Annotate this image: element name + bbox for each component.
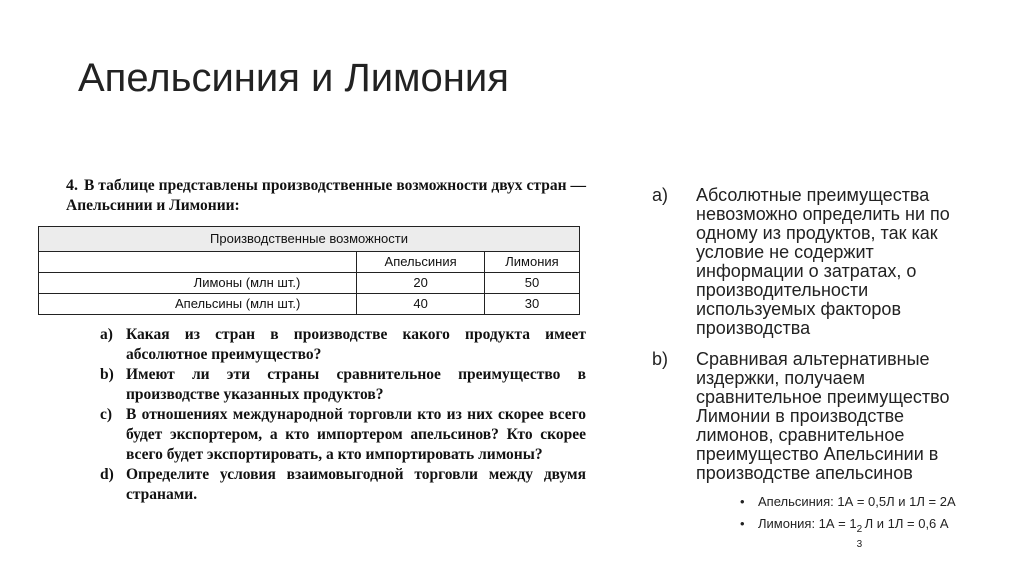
table-cell: 40 bbox=[357, 294, 485, 315]
row-label: Апельсины (млн шт.) bbox=[39, 294, 357, 315]
question-marker: b) bbox=[100, 366, 114, 383]
list-item bbox=[38, 325, 586, 365]
answer-marker: b) bbox=[652, 349, 669, 369]
answer-text: Сравнивая альтернативные издержки, получаем сравнительное преимущество Лимонии в производстве лимонов, сравнительное преимущество Апельсинии в производстве апельсинов bbox=[696, 349, 950, 483]
production-table bbox=[38, 226, 580, 315]
task-text: В таблице представлены производственные возможности двух стран — Апельсинии и Лимонии: bbox=[66, 177, 586, 214]
answers-panel bbox=[652, 185, 982, 550]
table-row bbox=[39, 273, 580, 294]
question-text: Имеют ли эти страны сравнительное преимущество в производстве указанных продуктов? bbox=[126, 366, 586, 403]
question-text: В отношениях международной торговли кто из них скорее всего будет экспортером, а кто импортером апельсинов? Кто скорее всего будет экспортировать, а кто импортировать лимоны? bbox=[126, 406, 586, 463]
question-marker: d) bbox=[100, 466, 114, 483]
list-item bbox=[38, 465, 586, 505]
list-item bbox=[38, 365, 586, 405]
table-row bbox=[39, 294, 580, 315]
table-cell: 30 bbox=[484, 294, 579, 315]
bullet-list bbox=[740, 491, 982, 550]
question-marker: c) bbox=[100, 406, 113, 423]
task-statement bbox=[66, 176, 586, 216]
answer-text: Абсолютные преимущества невозможно определить ни по одному из продуктов, так как условие не содержит информации о затратах, о производительности используемых факторов производства bbox=[696, 185, 950, 338]
row-label: Лимоны (млн шт.) bbox=[39, 273, 357, 294]
bullet-icon: • bbox=[740, 516, 745, 531]
bullet-text: Апельсиния: 1А = 0,5Л и 1Л = 2А bbox=[758, 494, 956, 509]
answer-marker: a) bbox=[652, 185, 669, 205]
question-text: Какая из стран в производстве какого продукта имеет абсолютное преимущество? bbox=[126, 326, 586, 363]
question-marker: a) bbox=[100, 326, 113, 343]
bullet-icon: • bbox=[740, 494, 745, 509]
table-header-cell: Лимония bbox=[484, 252, 579, 273]
answer-b bbox=[652, 349, 982, 550]
table-cell: 50 bbox=[484, 273, 579, 294]
question-list bbox=[38, 325, 586, 505]
question-text: Определите условия взаимовыгодной торговли между двумя странами. bbox=[126, 466, 586, 503]
list-item bbox=[740, 491, 982, 513]
answer-a bbox=[652, 186, 982, 338]
task-number: 4. bbox=[66, 177, 78, 194]
table-corner-cell bbox=[39, 252, 357, 273]
table-cell: 20 bbox=[357, 273, 485, 294]
table-header-cell: Апельсиния bbox=[357, 252, 485, 273]
bullet-text: Лимония: 1А = 1 2 3 Л и 1Л = 0,6 А bbox=[758, 516, 949, 550]
list-item bbox=[38, 405, 586, 465]
list-item bbox=[740, 513, 982, 550]
task-scan bbox=[38, 176, 586, 505]
table-caption: Производственные возможности bbox=[39, 227, 580, 252]
slide-title: Апельсиния и Лимония bbox=[78, 56, 509, 100]
